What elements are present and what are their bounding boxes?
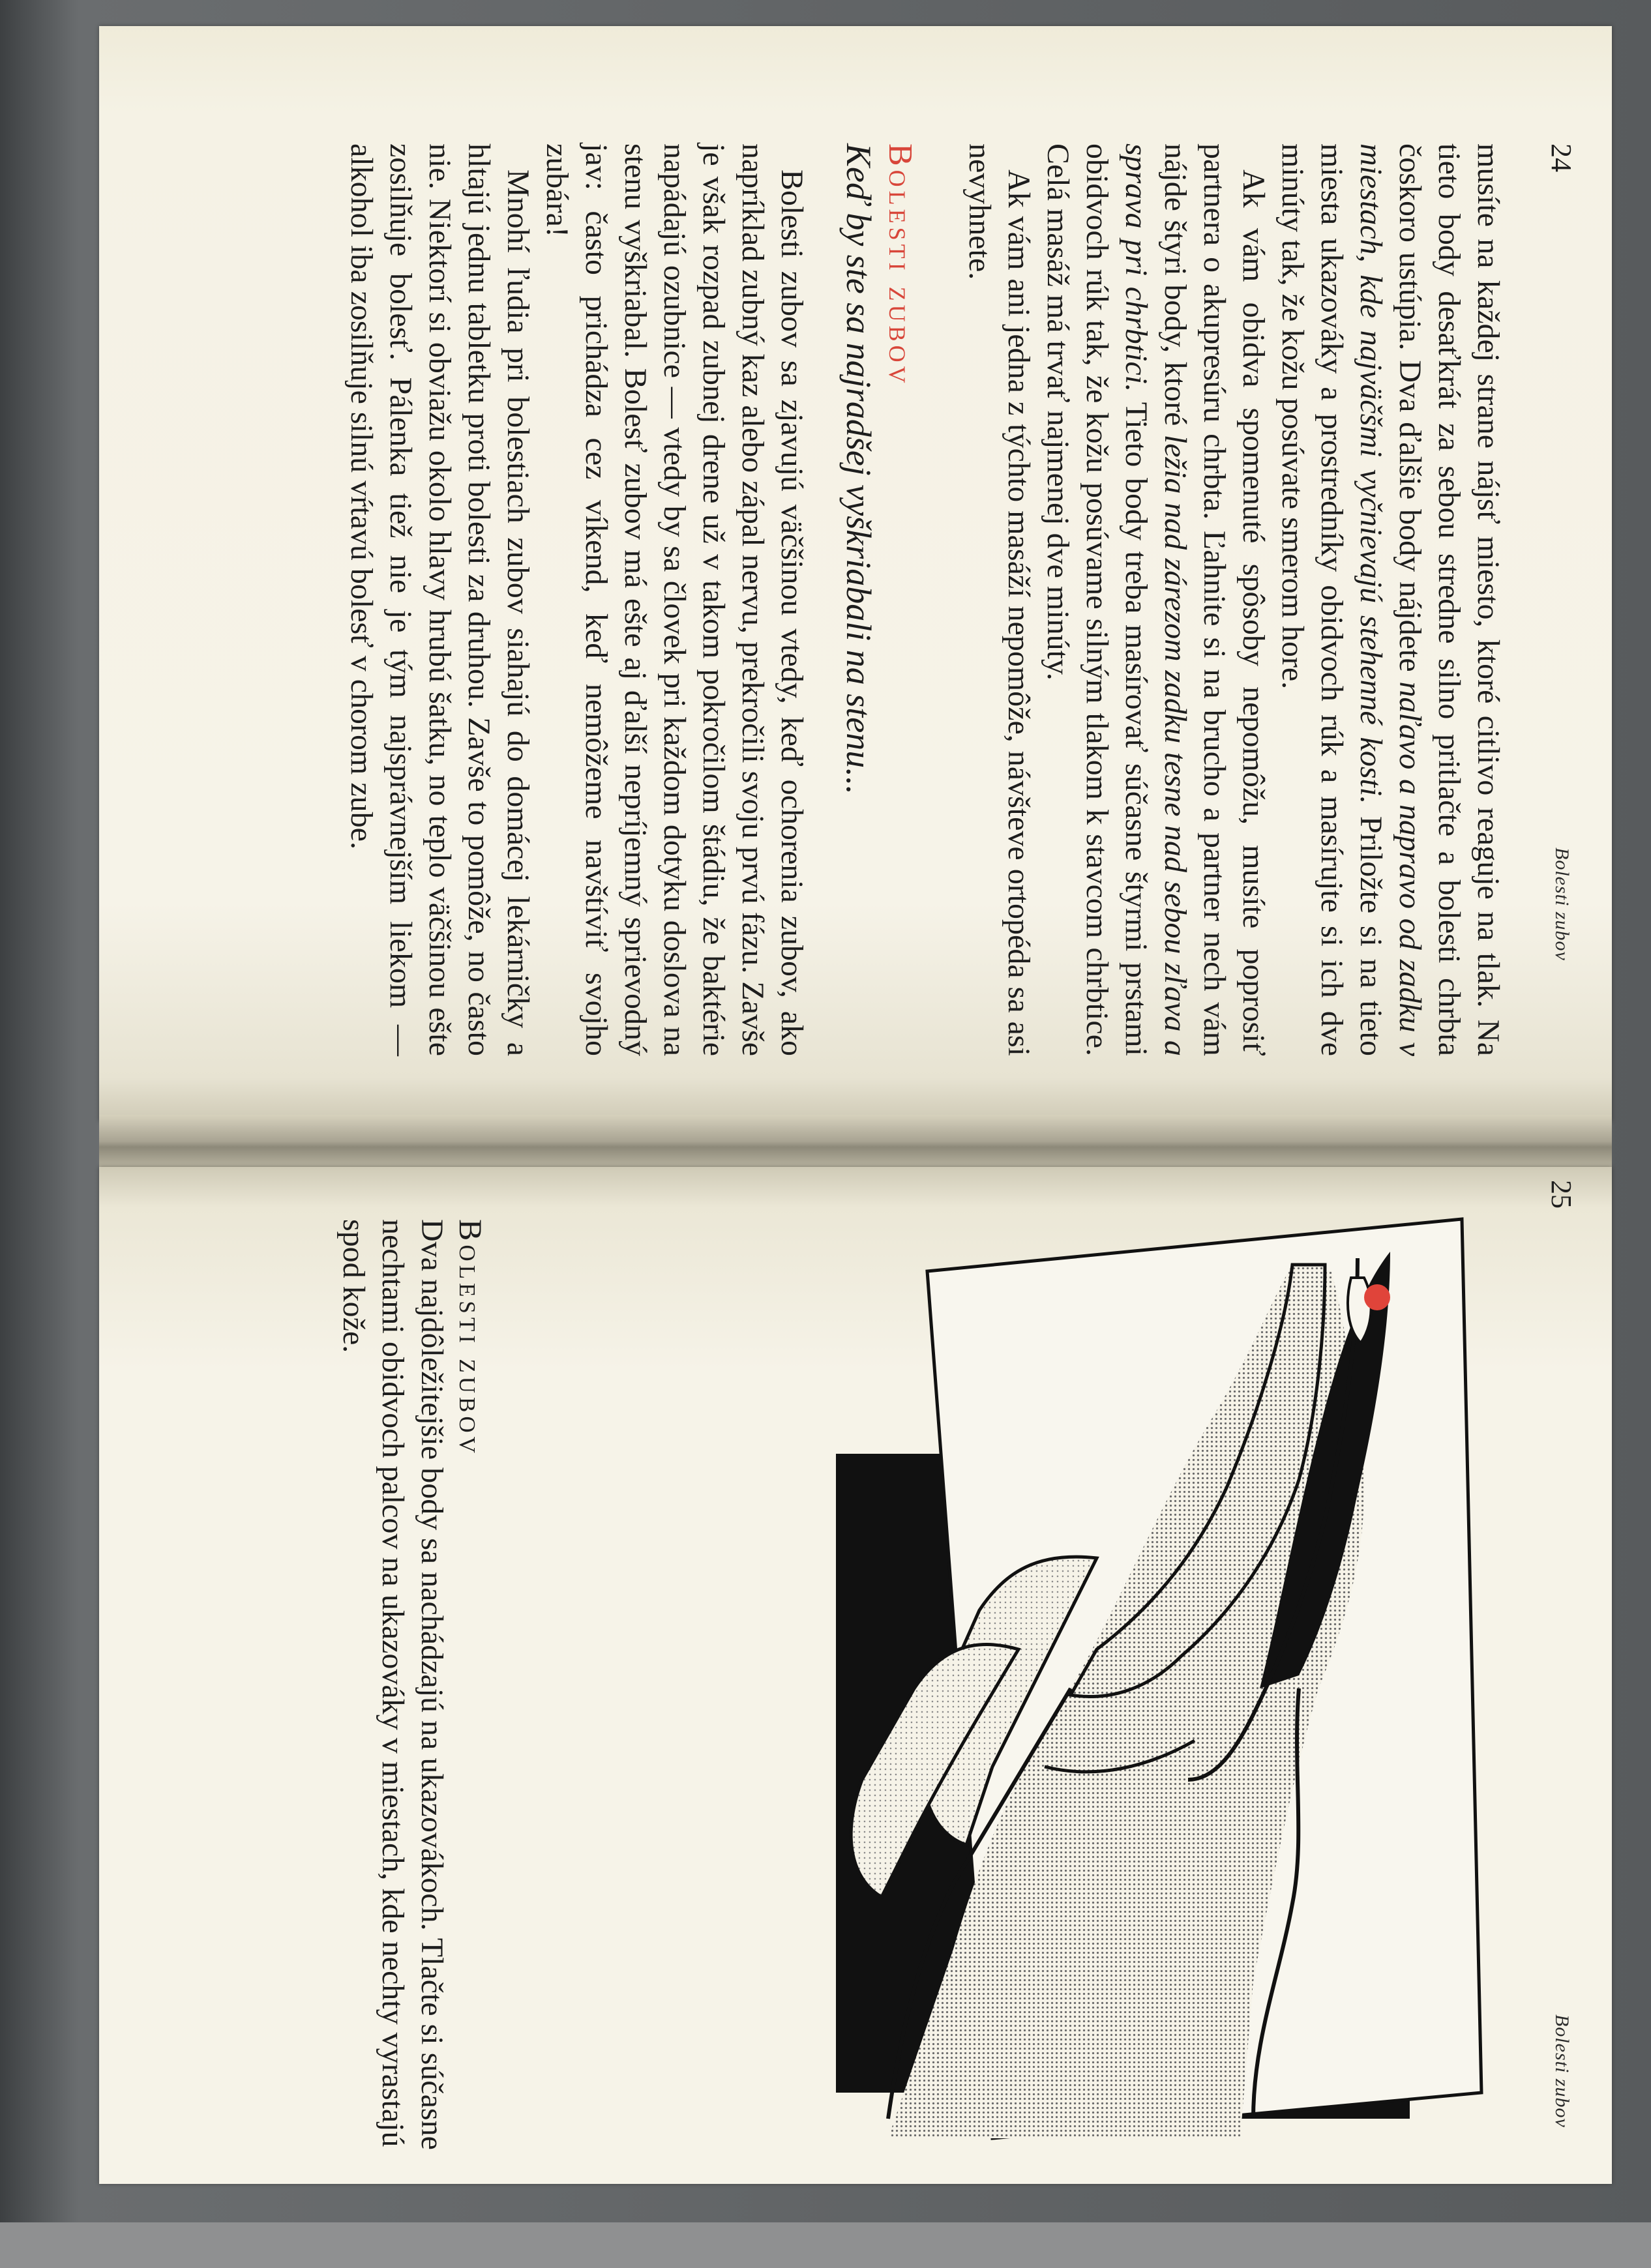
scanner-edge <box>0 2222 1651 2268</box>
running-head-right: Bolesti zubov <box>1551 2014 1573 2128</box>
paragraph-text: Tieto body treba masírovať súčasne štyrmi prstami obidvoch rúk tak, že kožu posúvame silným tlakom k stavcom chrbtice. Celá masáž má trvať najmenej dve minúty. <box>1041 143 1153 1057</box>
paragraph-text: Ak vám ani jedna z týchto masáží nepomôže, návšteve ortopéda sa asi nevyhnete. <box>962 143 1036 1056</box>
paragraph-text: musíte na každej strane nájsť miesto, ktoré citlivo reaguje na tlak. Na tieto body desaťkrát za sebou stredne silno pritlačte a bolesti chrbta čoskoro ustúpia. Dva ďalšie body nájdete <box>1393 143 1506 1056</box>
paragraph-text: Bolesti zubov sa zjavujú väčšinou vtedy, keď ochorenia zubov, ako napríklad zubný kaz alebo zápal nervu, prekročili svoju prvú fázu. Zavše je však rozpad zubnej drene už v takom pokročilom štádiu, že baktérie napádajú ozubnice — vtedy by sa človek pri každom dotyku doslova na stenu vyškriabal. Bolesť zubov má ešte aj ďalší nepríjemný sprievodný jav: často prichádza cez víkend, keď nemôžeme navštíviť svojho zubára! <box>540 143 809 1056</box>
caption-text: Dva najdôležitejšie body sa nachádzajú na ukazovákoch. Tlačte si súčasne nechtami obidvoch palcov na ukazováky v miestach, kde nechty vyrastajú spod kože. <box>336 1219 449 2150</box>
body-paragraph <box>537 143 811 1056</box>
section-heading: Bolesti zubov <box>882 143 919 387</box>
paragraph-text: Ak vám obidva spomenuté spôsoby nepomôžu, musíte poprosiť partnera o akupresúru chrbta. Ľahnite si na brucho a partner nech vám nájde štyri body, ktoré <box>1158 143 1271 1056</box>
page-number-right: 25 <box>1545 1180 1577 1209</box>
illustration-caption <box>334 1219 490 2158</box>
running-head-left: Bolesti zubov <box>1551 847 1573 961</box>
book-spread <box>86 0 1651 2203</box>
body-paragraph <box>960 143 1038 1056</box>
section-subheading: Keď by ste sa najradšej vyškriabali na stenu... <box>839 143 878 795</box>
emphasized-text: naľavo a napravo od zadku v miestach, kde najväčšmi vyčnievajú stehenné kosti. <box>1354 143 1427 1057</box>
body-paragraph <box>1038 143 1273 1056</box>
paragraph-text: Mnohí ľudia pri bolestiach zubov siahajú do domácej lekárničky a hltajú jednu tabletku proti bolesti za druhou. Zavše to pomôže, no často nie. Niektorí si obviažu okolo hlavy hrubú šatku, no teplo väčšinou ešte zosilňuje bolesť. Pálenka tiež nie je tým najsprávnejším liekom — alkohol iba zosilňuje silnú vŕtavú bolesť v chorom zube. <box>344 143 535 1056</box>
page-24 <box>99 26 1612 1121</box>
caption-heading: Bolesti zubov <box>453 1219 489 1457</box>
page-25 <box>99 1167 1612 2184</box>
page-number-left: 24 <box>1545 143 1577 172</box>
paragraph-text: Priložte si na tieto miesta ukazováky a prostredníky obidvoch rúk a masírujte si ich dve minúty tak, že kožu posúvate smerom hore. <box>1275 143 1388 1057</box>
emphasized-text: ležia nad zárezom zadku tesne nad sebou zľava a sprava pri chrbtici. <box>1119 143 1193 1056</box>
pressure-point-marker <box>1364 1284 1390 1310</box>
left-page-body <box>342 143 1508 1056</box>
book-gutter <box>99 1115 1612 1173</box>
body-paragraph <box>1273 143 1508 1056</box>
body-paragraph <box>342 143 537 1056</box>
hand-pressing-index-finger-icon <box>640 1193 1488 2158</box>
